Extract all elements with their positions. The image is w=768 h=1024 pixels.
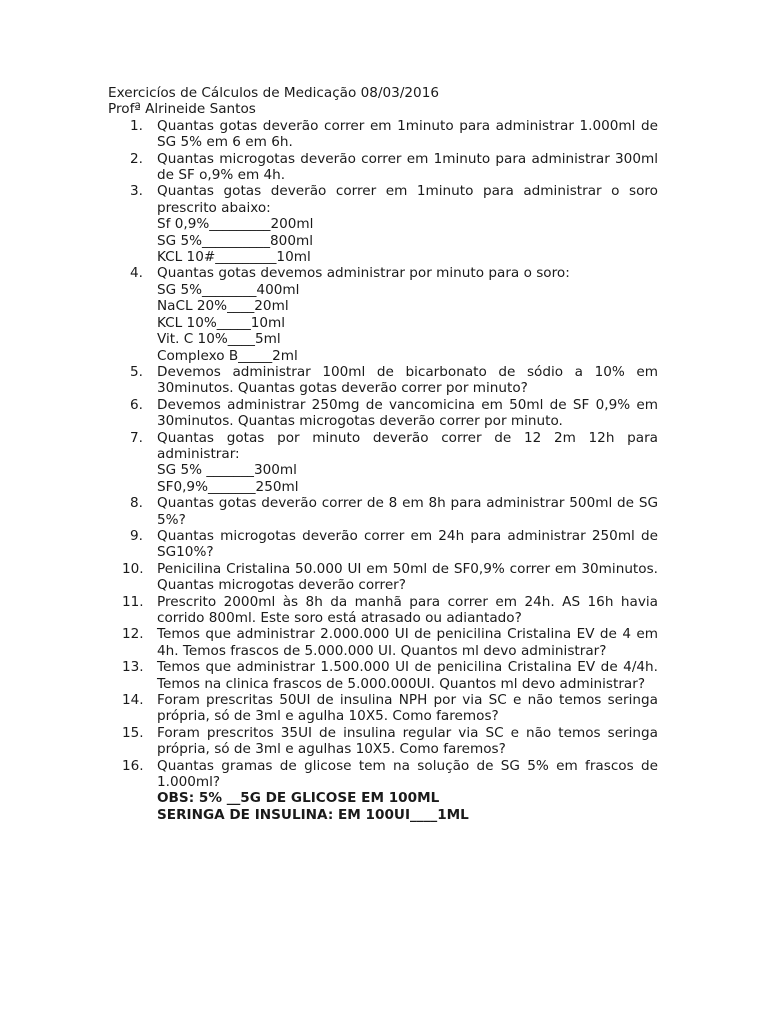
question-item [108,183,658,265]
note-line: OBS: 5% __5G DE GLICOSE EM 100ML [157,790,440,807]
question-item [108,151,658,184]
note-line: SERINGA DE INSULINA: EM 100UI____1ML [157,806,469,823]
question-list [108,118,658,791]
question-number: 16. [122,757,144,774]
question-item [108,265,658,363]
teacher-name: Profª Alrineide Santos [108,101,256,118]
document-title: Exercicíos de Cálculos de Medicação 08/03/2016 [108,85,439,101]
question-item [108,692,658,725]
question-text: Quantas gotas deverão correr de 8 em 8h para administrar 500ml de SG 5%? [157,495,658,528]
question-number: 1. [130,117,143,134]
question-item [108,626,658,659]
question-item [108,430,658,496]
prescription-line: Vit. C 10%____5ml [157,331,281,348]
question-text: Temos que administrar 1.500.000 UI de penicilina Cristalina EV de 4/4h. Temos na clinica frascos de 5.000.000UI. Quantos ml devo administrar? [157,659,658,692]
question-item [108,594,658,627]
prescription-line: NaCL 20%____20ml [157,298,289,315]
question-text: Temos que administrar 2.000.000 UI de penicilina Cristalina EV de 4 em 4h. Temos frascos de 5.000.000 UI. Quantos ml devo administrar? [157,626,658,659]
prescription-line: KCL 10#_________10ml [157,249,311,266]
question-item [108,118,658,151]
question-item [108,364,658,397]
document-page [108,85,658,823]
question-number: 9. [130,527,143,544]
question-item [108,561,658,594]
question-text: Devemos administrar 100ml de bicarbonato de sódio a 10% em 30minutos. Quantas gotas deverão correr por minuto? [157,363,658,397]
question-number: 7. [130,429,143,446]
question-text: Quantas gotas por minuto deverão correr de 12 2m 12h para administrar: [157,429,658,462]
question-item [108,758,658,791]
question-text: Quantas gramas de glicose tem na solução de SG 5% em frascos de 1.000ml? [157,757,658,791]
notes-block [108,790,658,823]
question-item [108,397,658,430]
question-text: Quantas microgotas deverão correr em 24h para administrar 250ml de SG10%? [157,527,658,561]
question-text: Quantas gotas deverão correr em 1minuto para administrar 1.000ml de SG 5% em 6 em 6h. [157,117,658,151]
question-item [108,725,658,758]
question-text: Quantas gotas devemos administrar por minuto para o soro: [157,265,570,282]
question-text: Devemos administrar 250mg de vancomicina em 50ml de SF 0,9% em 30minutos. Quantas microgotas deverão correr por minuto. [157,396,658,430]
question-number: 11. [122,593,144,610]
question-number: 10. [122,560,144,577]
question-item [108,659,658,692]
question-text: Foram prescritos 35UI de insulina regular via SC e não temos seringa própria, só de 3ml e agulhas 10X5. Como faremos? [157,724,658,758]
question-number: 6. [130,396,143,413]
question-number: 4. [130,265,143,282]
question-number: 5. [130,363,143,380]
question-item [108,495,658,528]
question-text: Quantas gotas deverão correr em 1minuto para administrar o soro prescrito abaixo: [157,183,658,216]
prescription-line: Sf 0,9%_________200ml [157,216,314,233]
prescription-line: SG 5%________400ml [157,281,300,298]
question-number: 15. [122,724,144,741]
question-text: Penicilina Cristalina 50.000 UI em 50ml de SF0,9% correr em 30minutos. Quantas microgotas deverão correr? [157,560,658,594]
question-number: 3. [130,183,143,200]
prescription-line: Complexo B_____2ml [157,347,298,364]
prescription-line: SF0,9%_______250ml [157,478,299,495]
question-number: 14. [122,692,144,709]
question-number: 2. [130,150,143,167]
prescription-line: SG 5%__________800ml [157,232,313,249]
prescription-line: KCL 10%_____10ml [157,314,286,331]
question-text: Foram prescritas 50UI de insulina NPH por via SC e não temos seringa própria, só de 3ml e agulha 10X5. Como faremos? [157,692,658,725]
question-item [108,528,658,561]
question-text: Quantas microgotas deverão correr em 1minuto para administrar 300ml de SF o,9% em 4h. [157,150,658,184]
question-text: Prescrito 2000ml às 8h da manhã para correr em 24h. AS 16h havia corrido 800ml. Este soro está atrasado ou adiantado? [157,593,658,626]
question-number: 13. [122,659,144,676]
question-number: 12. [122,626,144,643]
question-number: 8. [130,495,143,512]
prescription-line: SG 5% _______300ml [157,462,297,479]
